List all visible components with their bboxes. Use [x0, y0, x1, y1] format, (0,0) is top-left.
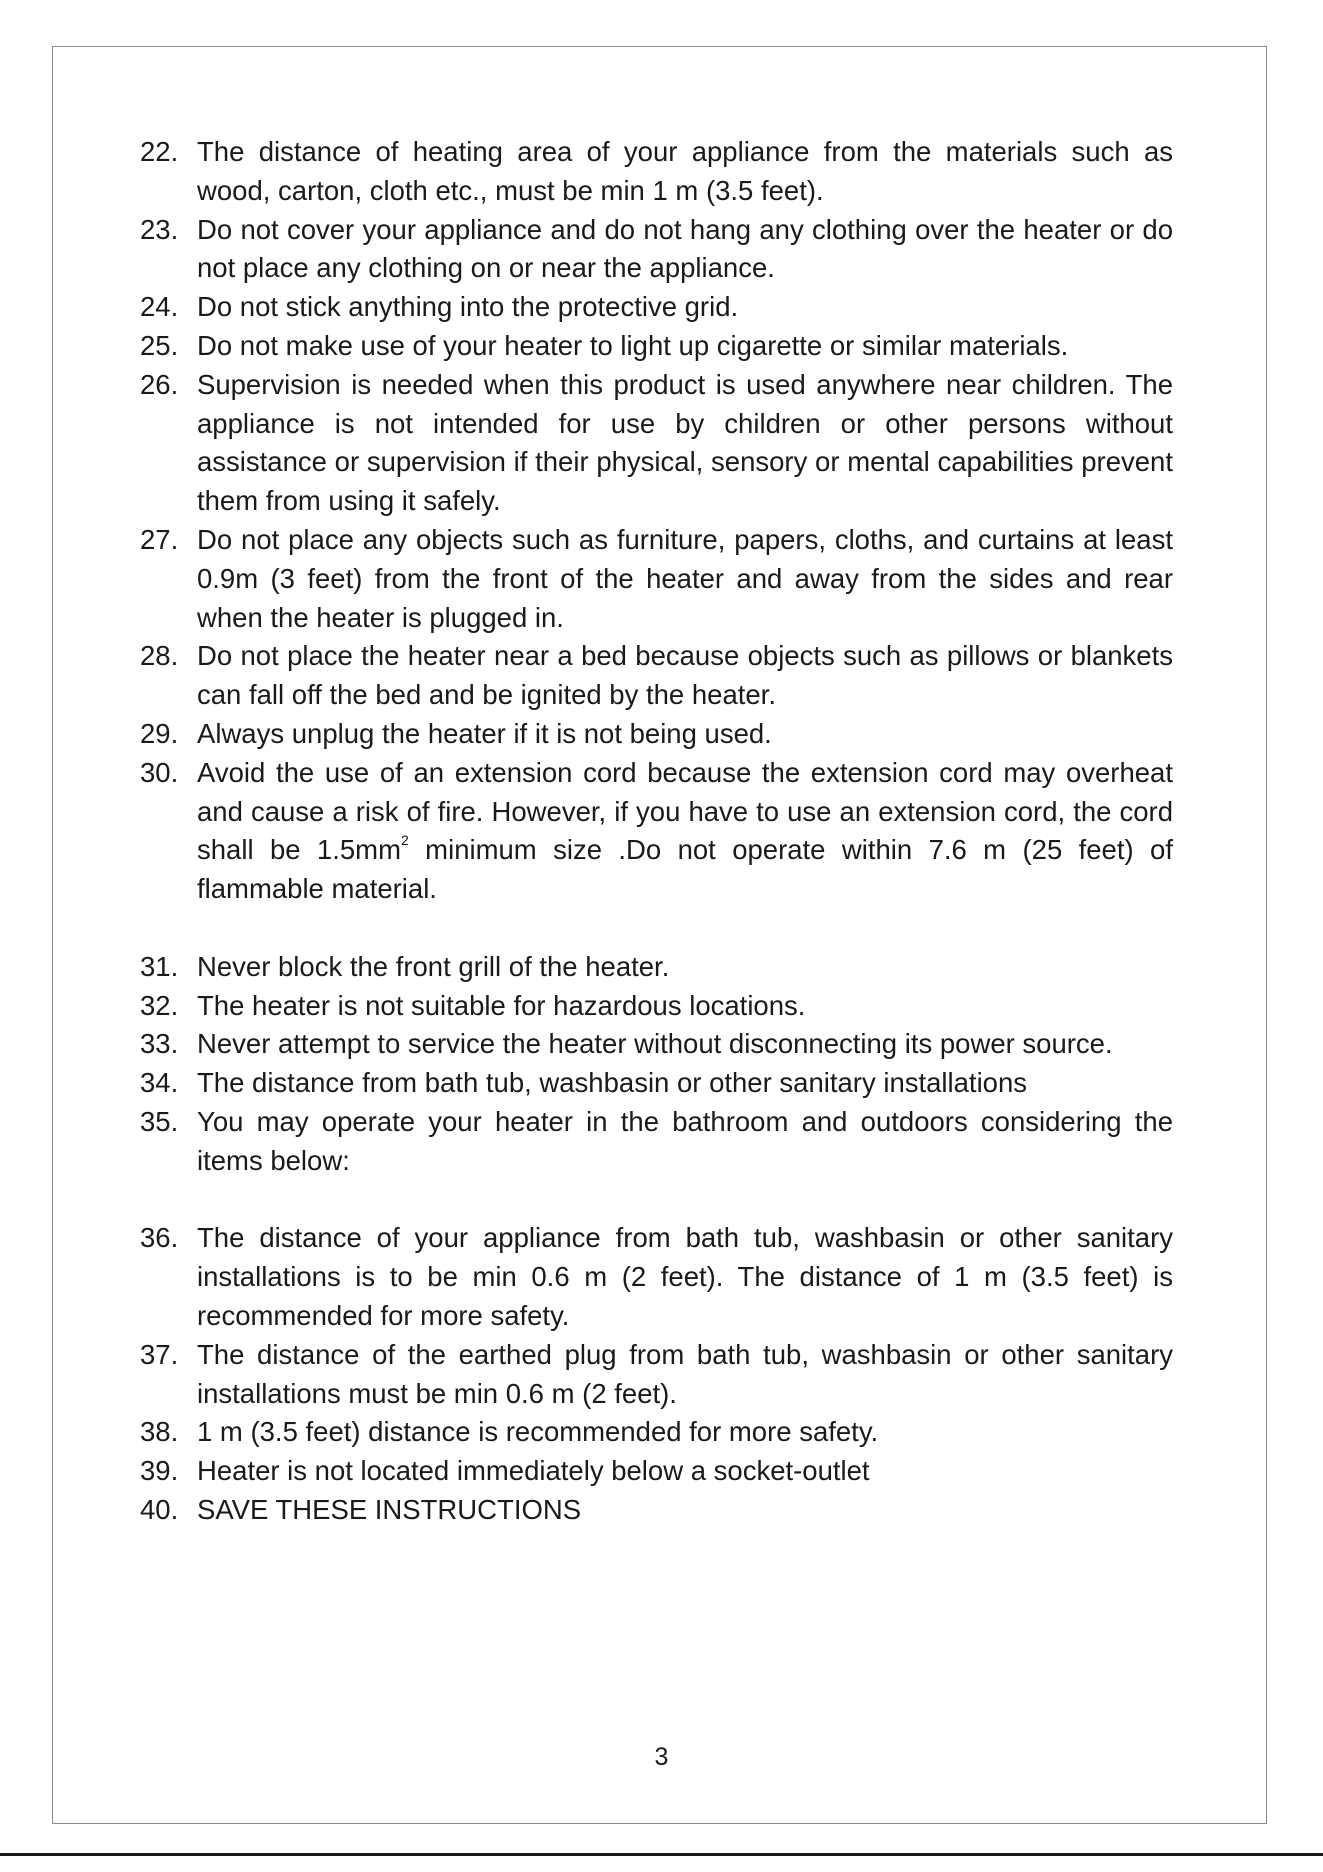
- list-item: [140, 1491, 1173, 1530]
- list-item: [140, 987, 1173, 1026]
- item-text: 1 m (3.5 feet) distance is recommended for more safety.: [197, 1416, 879, 1448]
- item-text: [197, 754, 1173, 909]
- item-number: 25.: [140, 329, 179, 361]
- list-item: [140, 211, 1173, 289]
- item-text: Do not place the heater near a bed because objects such as pillows or blankets can fall off the bed and be ignited by the heater.: [197, 640, 1173, 711]
- safety-instructions-list: [140, 133, 1173, 1530]
- list-item: [140, 133, 1173, 211]
- list-item: [140, 1025, 1173, 1064]
- bottom-divider: [0, 1853, 1323, 1856]
- item-text: Supervision is needed when this product is used anywhere near children. The appliance is not intended for use by children or other persons without assistance or supervision if their physical, sensory or mental capabilities prevent them from using it safely.: [197, 368, 1173, 517]
- list-item: [140, 1452, 1173, 1491]
- item-number: 32.: [140, 989, 179, 1021]
- item-number: 27.: [140, 523, 179, 555]
- list-item: [140, 754, 1173, 909]
- item-text: The distance of heating area of your appliance from the materials such as wood, carton, cloth etc., must be min 1 m (3.5 feet).: [197, 136, 1173, 206]
- item-text: Do not cover your appliance and do not hang any clothing over the heater or do not place any clothing on or near the appliance.: [197, 213, 1173, 284]
- item-text: Never block the front grill of the heater.: [197, 950, 670, 982]
- item-text-part: minimum size .Do not operate within 7.6 m (25 feet) of flammable material.: [197, 834, 1173, 905]
- list-item: [140, 1103, 1173, 1181]
- item-number: 37.: [140, 1338, 179, 1370]
- item-text: Do not place any objects such as furniture, papers, cloths, and curtains at least 0.9m (3 feet) from the front of the heater and away from the sides and rear when the heater is plugged in.: [197, 523, 1173, 633]
- item-number: 33.: [140, 1028, 179, 1060]
- item-text: Always unplug the heater if it is not being used.: [197, 717, 772, 749]
- list-item: [140, 327, 1173, 366]
- item-text: Heater is not located immediately below a socket-outlet: [197, 1455, 870, 1487]
- list-item: [140, 521, 1173, 637]
- item-number: 26.: [140, 368, 179, 400]
- item-number: 28.: [140, 640, 179, 672]
- item-text: The heater is not suitable for hazardous locations.: [197, 989, 806, 1021]
- item-number: 38.: [140, 1416, 179, 1448]
- item-text: You may operate your heater in the bathroom and outdoors considering the items below:: [197, 1105, 1173, 1176]
- list-item: [140, 1219, 1173, 1335]
- item-text: SAVE THESE INSTRUCTIONS: [197, 1493, 582, 1525]
- list-item: [140, 1336, 1173, 1414]
- item-number: 30.: [140, 756, 179, 788]
- superscript: 2: [400, 832, 409, 849]
- item-text-part: Avoid the use of an extension cord because the extension cord may overheat and cause a risk of fire. However, if you have to use an extension cord, the cord shall be 1.5mm: [197, 756, 1173, 866]
- item-number: 40.: [140, 1493, 179, 1525]
- list-item: [140, 948, 1173, 987]
- item-number: 35.: [140, 1105, 179, 1137]
- item-number: 36.: [140, 1222, 179, 1254]
- item-text: Never attempt to service the heater without disconnecting its power source.: [197, 1028, 1113, 1060]
- item-number: 39.: [140, 1455, 179, 1487]
- item-text: Do not make use of your heater to light up cigarette or similar materials.: [197, 329, 1069, 361]
- item-number: 29.: [140, 717, 179, 749]
- list-item: [140, 1064, 1173, 1103]
- item-text: The distance of the earthed plug from bath tub, washbasin or other sanitary installations must be min 0.6 m (2 feet).: [197, 1338, 1173, 1409]
- item-number: 31.: [140, 950, 179, 982]
- item-text: The distance from bath tub, washbasin or other sanitary installations: [197, 1067, 1028, 1099]
- list-item: [140, 288, 1173, 327]
- list-item: [140, 637, 1173, 715]
- list-item: [140, 1413, 1173, 1452]
- item-number: 23.: [140, 213, 179, 245]
- item-text: Do not stick anything into the protective grid.: [197, 291, 739, 323]
- item-number: 22.: [140, 136, 179, 167]
- item-number: 34.: [140, 1067, 179, 1099]
- item-number: 24.: [140, 291, 179, 323]
- item-text: The distance of your appliance from bath tub, washbasin or other sanitary installations is to be min 0.6 m (2 feet). The distance of 1 m (3.5 feet) is recommended for more safety.: [197, 1222, 1173, 1331]
- list-item: [140, 715, 1173, 754]
- list-item: [140, 366, 1173, 521]
- page-number: 3: [654, 1743, 669, 1771]
